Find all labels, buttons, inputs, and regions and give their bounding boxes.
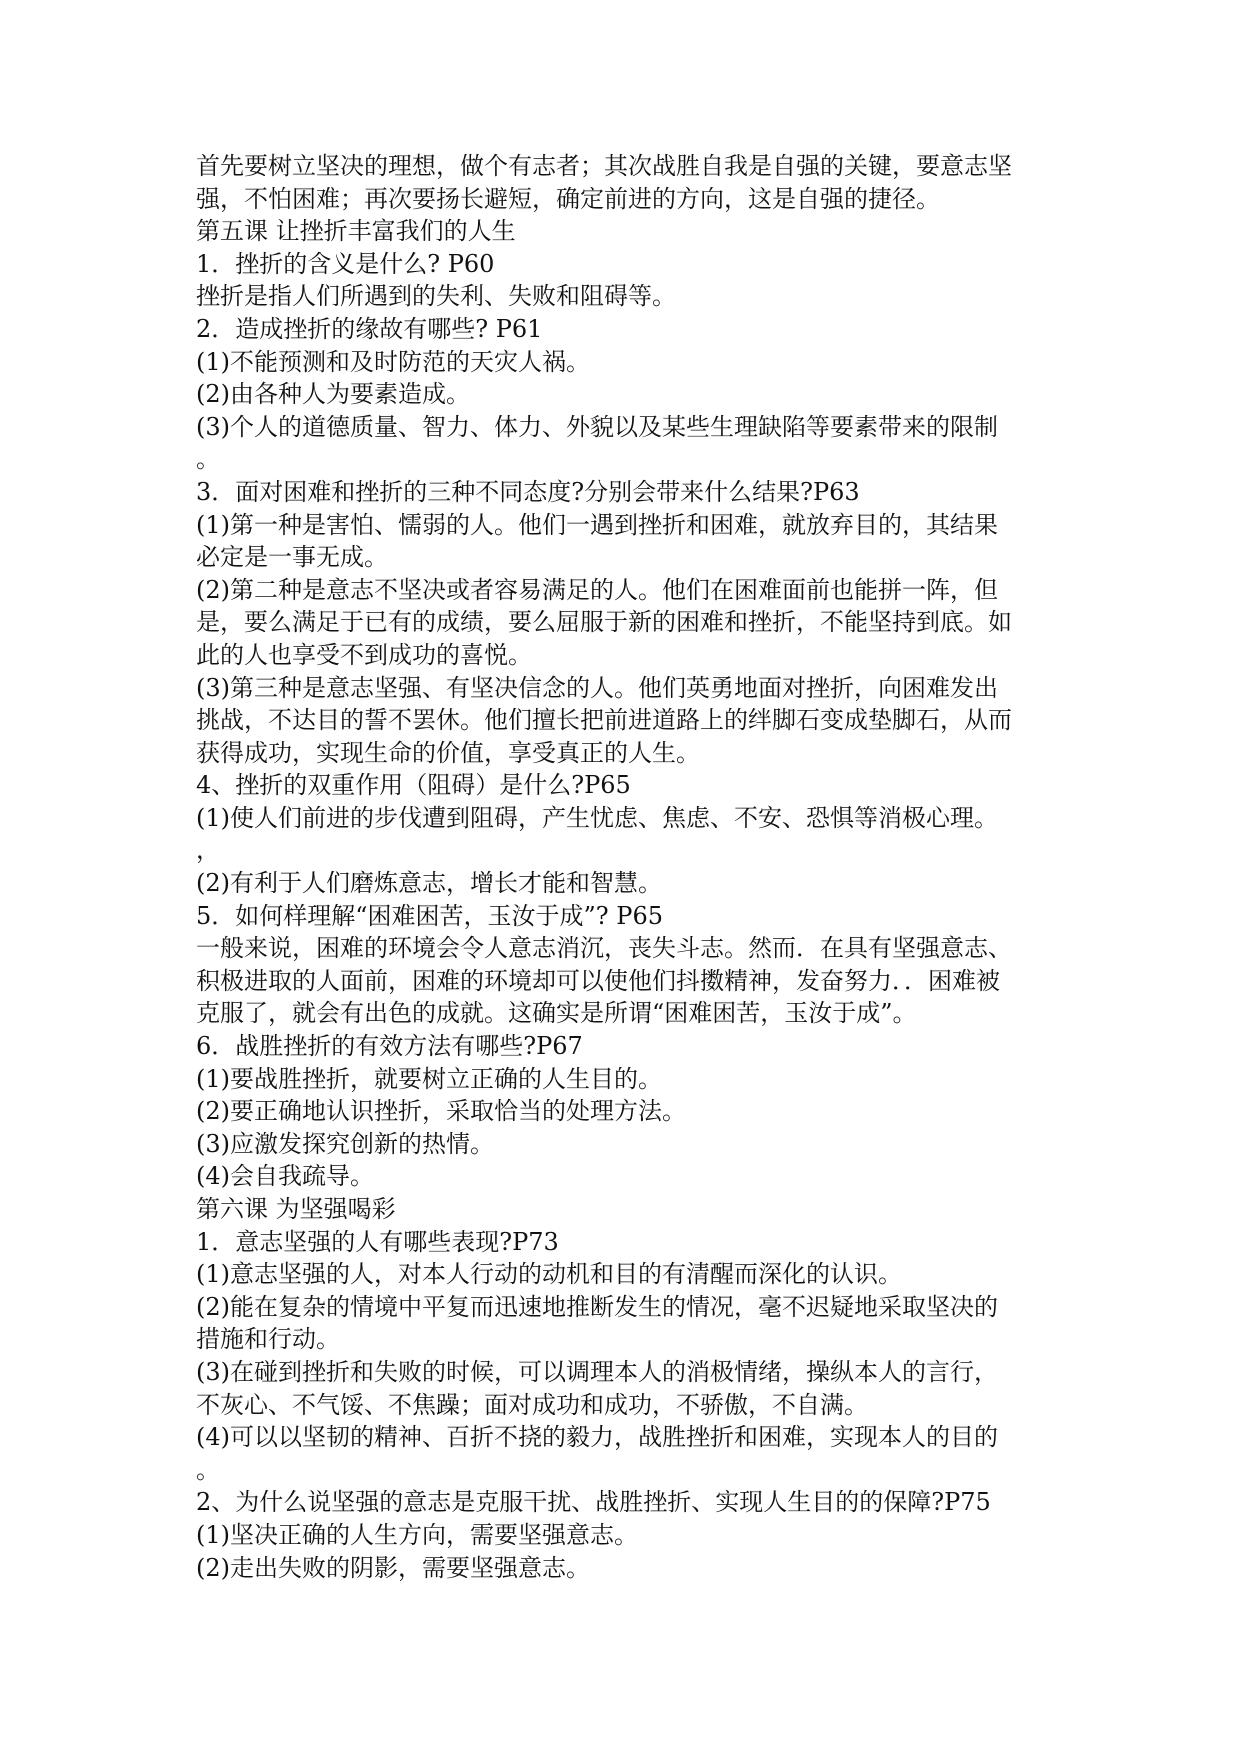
text-line: (2)要正确地认识挫折，采取恰当的处理方法。 [196, 1097, 686, 1126]
text-line: (1)使人们前进的步伐遭到阻碍，产生忧虑、焦虑、不安、恐惧等消极心理。 [196, 803, 998, 832]
text-line: 获得成功，实现生命的价值，享受真正的人生。 [196, 738, 700, 767]
question-heading: 4、挫折的双重作用（阻碍）是什么?P65 [196, 771, 631, 800]
question-heading: 1．意志坚强的人有哪些表现?P73 [196, 1227, 559, 1256]
text-line: (1)要战胜挫折，就要树立正确的人生目的。 [196, 1064, 662, 1093]
text-line: 强，不怕困难；再次要扬长避短，确定前进的方向，这是自强的捷径。 [196, 184, 940, 213]
text-line: 必定是一事无成。 [196, 543, 388, 572]
text-line: (1)坚决正确的人生方向，需要坚强意志。 [196, 1520, 638, 1549]
text-line: (3)第三种是意志坚强、有坚决信念的人。他们英勇地面对挫折，向困难发出 [196, 673, 998, 702]
text-line: ， [196, 836, 220, 865]
text-line: 是，要么满足于已有的成绩，要么屈服于新的困难和挫折，不能坚持到底。如 [196, 608, 1012, 637]
text-line: 措施和行动。 [196, 1325, 340, 1354]
text-line: 积极进取的人面前，困难的环境却可以使他们抖擞精神，发奋努力．．困难被 [196, 966, 1000, 995]
text-line: 挑战，不达目的誓不罢休。他们擅长把前进道路上的绊脚石变成垫脚石，从而 [196, 706, 1012, 735]
text-line: 。 [196, 1455, 220, 1484]
text-line: 一般来说，困难的环境会令人意志消沉，丧失斗志。然而．在具有坚强意志、 [196, 934, 1012, 963]
text-line: (2)有利于人们磨炼意志，增长才能和智慧。 [196, 869, 662, 898]
text-line: (3)应激发探究创新的热情。 [196, 1129, 494, 1158]
lesson-heading: 第六课 为坚强喝彩 [196, 1195, 396, 1223]
text-line: 克服了，就会有出色的成就。这确实是所谓“困难困苦，玉汝于成”。 [196, 999, 917, 1028]
text-line: 首先要树立坚决的理想，做个有志者；其次战胜自我是自强的关键，要意志坚 [196, 152, 1012, 180]
text-line: 挫折是指人们所遇到的失利、失败和阻碍等。 [196, 282, 676, 311]
text-line: 此的人也享受不到成功的喜悦。 [196, 640, 532, 669]
text-line: (1)不能预测和及时防范的天灾人祸。 [196, 347, 590, 376]
text-line: (4)会自我疏导。 [196, 1162, 374, 1191]
text-line: (2)走出失败的阴影，需要坚强意志。 [196, 1553, 590, 1582]
text-line: (2)由各种人为要素造成。 [196, 380, 470, 409]
text-line: (2)能在复杂的情境中平复而迅速地推断发生的情况，毫不迟疑地采取坚决的 [196, 1292, 998, 1321]
text-line: 。 [196, 445, 220, 474]
question-heading: 2．造成挫折的缘故有哪些? P61 [196, 314, 543, 343]
document-body [196, 150, 1056, 1584]
lesson-heading: 第五课 让挫折丰富我们的人生 [196, 217, 516, 246]
text-line: (1)第一种是害怕、懦弱的人。他们一遇到挫折和困难，就放弃目的，其结果 [196, 510, 998, 539]
text-line: (3)个人的道德质量、智力、体力、外貌以及某些生理缺陷等要素带来的限制 [196, 412, 998, 441]
question-heading: 6．战胜挫折的有效方法有哪些?P67 [196, 1032, 583, 1061]
text-line: 不灰心、不气馁、不焦躁；面对成功和成功，不骄傲，不自满。 [196, 1390, 868, 1419]
question-heading: 2、为什么说坚强的意志是克服干扰、战胜挫折、实现人生目的的保障?P75 [196, 1488, 991, 1517]
question-heading: 3．面对困难和挫折的三种不同态度?分别会带来什么结果?P63 [196, 477, 860, 506]
text-line: (3)在碰到挫折和失败的时候，可以调理本人的消极情绪，操纵本人的言行， [196, 1357, 998, 1386]
text-line: (4)可以以坚韧的精神、百折不挠的毅力，战胜挫折和困难，实现本人的目的 [196, 1423, 998, 1452]
text-line: (2)第二种是意志不坚决或者容易满足的人。他们在困难面前也能拼一阵，但 [196, 575, 998, 604]
text-line: (1)意志坚强的人，对本人行动的动机和目的有清醒而深化的认识。 [196, 1260, 902, 1289]
question-heading: 5．如何样理解“困难困苦，玉汝于成”? P65 [196, 901, 663, 930]
question-heading: 1．挫折的含义是什么? P60 [196, 249, 495, 278]
